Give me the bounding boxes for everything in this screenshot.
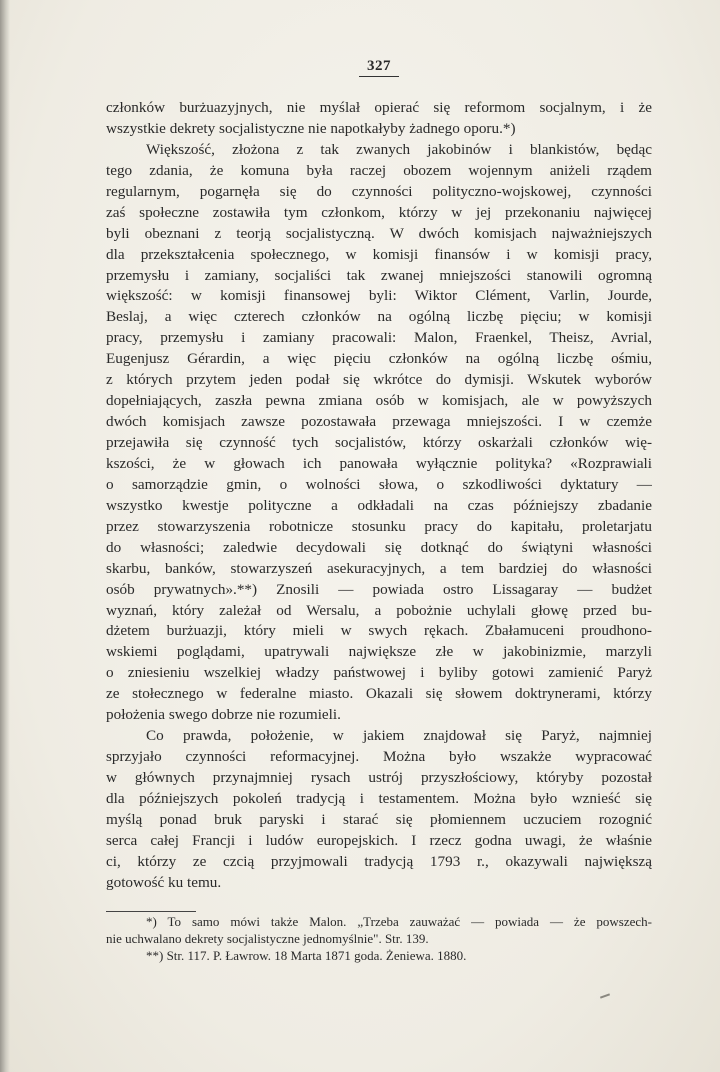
- text-line: dżetem burżuazji, który mieli w swych rękach. Zbałamuceni proudhono-: [106, 622, 652, 640]
- text-line: Eugenjusz Gérardin, a więc pięciu członków na ogólną liczbę ośmiu,: [106, 350, 652, 368]
- text-line: w głównych przynajmniej rysach ustrój przyszłościowy, któryby pozostał: [106, 769, 652, 786]
- text-line: wskiemi poglądami, upatrywali największe złe w jakobinizmie, marzyli: [106, 643, 652, 661]
- text-line: gotowość ku temu.: [106, 873, 222, 891]
- page-number-text: 327: [359, 58, 399, 77]
- text-line: z których przytem jeden podał się wkrótce do dymisji. Wskutek wyborów: [106, 371, 652, 389]
- footnotes: [106, 913, 652, 964]
- text-line: sprzyjało czynności reformacyjnej. Można było wszakże wypracować: [106, 748, 652, 766]
- text-line: Beslaj, a więc czterech członków na ogólną liczbę pięciu; w komisji: [106, 308, 652, 326]
- text-line: wyznań, który zależał od Wersalu, a pobożnie uchylali głowę przed bu-: [106, 601, 652, 619]
- text-line: serca całej Francji i ludów europejskich. I rzecz godna uwagi, że właśnie: [106, 831, 652, 849]
- text-line: ze stołecznego w federalne miasto. Okazali się słowem doktrynerami, którzy: [106, 685, 652, 703]
- page-number: [0, 58, 720, 77]
- text-line: przejawiła się czynność tych socjalistów, którzy oskarżali członków wię-: [106, 434, 652, 451]
- footnote-line: nie uchwalano dekrety socjalistyczne jednomyślnie". Str. 139.: [106, 931, 429, 946]
- text-line: wszystkie dekrety socjalistyczne nie napotkałyby żadnego oporu.*): [106, 119, 516, 137]
- text-line: członków burżuazyjnych, nie myślał opierać się reformom socjalnym, i że: [106, 99, 652, 116]
- text-line: o samorządzie gmin, o wolności słowa, o szkodliwości dyktatury —: [106, 475, 652, 493]
- text-line: regularnym, pogarnęła się do czynności polityczno-wojskowej, czynności: [106, 182, 652, 200]
- footnote-line: **) Str. 117. P. Ławrow. 18 Marta 1871 goda. Żeniewa. 1880.: [146, 948, 467, 963]
- page-binding-edge: [0, 0, 10, 1072]
- text-line: pracy, przemysłu i zamiany pracowali: Malon, Fraenkel, Theisz, Avrial,: [106, 329, 652, 347]
- text-line: przez stowarzyszenia robotnicze stosunku pracy do kapitału, proletarjatu: [106, 517, 652, 535]
- text-line: Co prawda, położenie, w jakiem znajdował się Paryż, najmniej: [146, 727, 652, 745]
- text-line: tego zdania, że komuna była raczej obozem wojennym aniżeli rządem: [106, 161, 652, 179]
- text-line: dopełniających, zaszła pewna zmiana osób w komisjach, ale w powyższych: [106, 392, 652, 410]
- text-line: byli obeznani z teorją socjalistyczną. W dwóch komisjach najważniejszych: [106, 224, 652, 242]
- footnote-line: *) To samo mówi także Malon. „Trzeba zauważać — powiada — że powszech-: [146, 914, 652, 929]
- text-line: skarbu, banków, stowarzyszeń asekuracyjnych, a tem bardziej do własności: [106, 559, 652, 577]
- text-line: do własności; zaledwie decydowali się dotknąć do świątyni własności: [106, 538, 652, 556]
- text-line: kszości, że w głowach ich panowała wyłącznie polityka? «Rozprawiali: [106, 454, 652, 472]
- main-text: [106, 98, 652, 894]
- text-line: dla przekształcenia społecznego, w komisji finansów i w komisji pracy,: [106, 245, 652, 263]
- pencil-mark: [600, 993, 610, 998]
- text-line: zaś społeczne zostawiła tym członkom, którzy w jej przekonaniu najwięcej: [106, 203, 652, 221]
- text-line: Większość, złożona z tak zwanych jakobinów i blankistów, będąc: [146, 140, 652, 158]
- text-line: dwóch komisjach zawsze pozostawała przewaga mniejszości. I w czemże: [106, 413, 652, 431]
- text-line: położenia swego dobrze nie rozumieli.: [106, 706, 341, 724]
- text-line: myślą ponad bruk paryski i starać się płomiennem uczuciem rozognić: [106, 810, 652, 828]
- text-line: większość: w komisji finansowej byli: Wiktor Clément, Varlin, Jourde,: [106, 287, 652, 305]
- text-line: wszystko kwestje polityczne a odkładali na czas późniejszy zbadanie: [106, 496, 652, 514]
- text-line: dla późniejszych pokoleń tradycją i testamentem. Można było wznieść się: [106, 789, 652, 807]
- text-line: przemysłu i zamiany, socjaliści tak zwanej mniejszości stanowili ogromną: [106, 266, 652, 284]
- text-line: ci, którzy ze czcią przyjmowali tradycją 1793 r., okazywali największą: [106, 852, 652, 870]
- footnote-divider: [106, 911, 196, 912]
- text-line: o zniesieniu wszelkiej władzy państwowej i byliby gotowi zamienić Paryż: [106, 664, 652, 682]
- text-line: osób prywatnych».**) Znosili — powiada ostro Lissagaray — budżet: [106, 580, 652, 598]
